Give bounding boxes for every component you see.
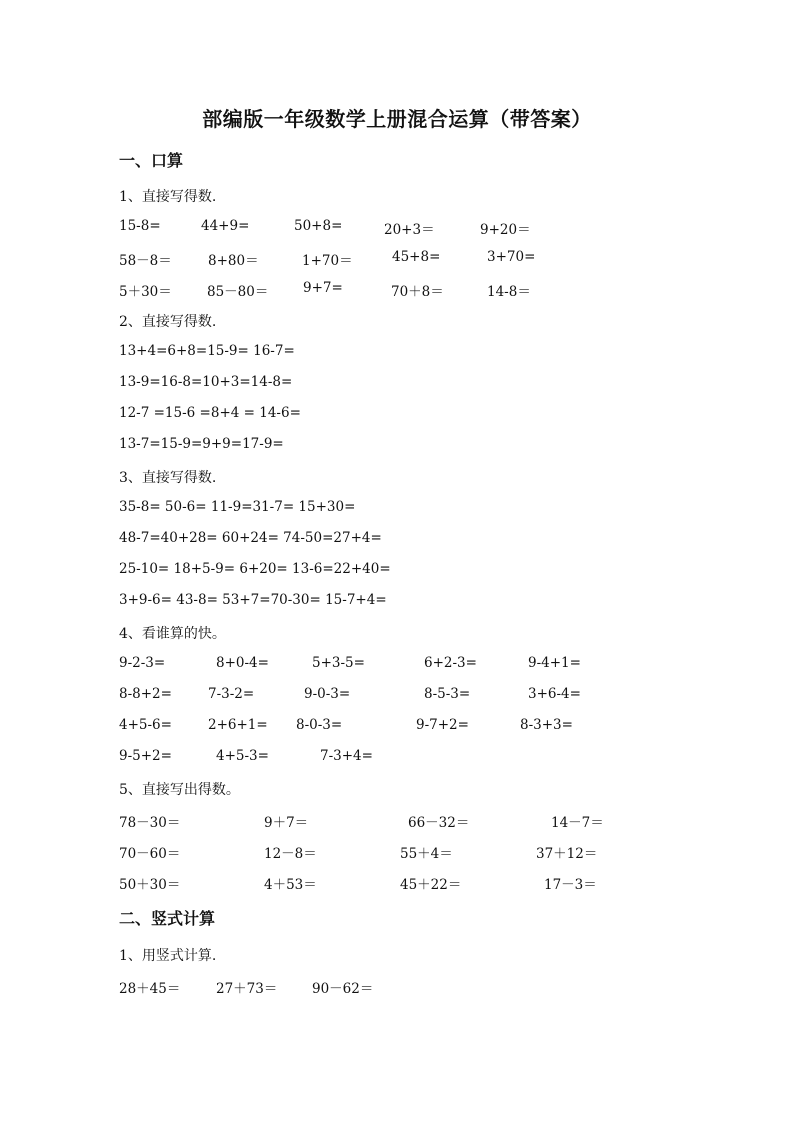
q2-line: 12-7 =15-6 =8+4 = 14-6= [119,405,301,421]
q5-item: 12－8＝ [264,846,317,862]
q5-item: 70－60＝ [119,846,181,862]
q5-label: 5、直接写出得数。 [119,782,240,798]
q1-item: 8+80＝ [208,253,259,269]
q4-item: 9-2-3= [119,655,166,671]
q1-item: 15-8= [119,218,161,234]
q3-line: 25-10= 18+5-9= 6+20= 13-6=22+40= [119,561,391,577]
q5-item: 9＋7＝ [264,815,309,831]
q4-item: 9-0-3= [304,686,351,702]
q4-item: 8-5-3= [424,686,471,702]
q5-item: 4＋53＝ [264,877,317,893]
q1-item: 45+8= [392,249,441,265]
q5-item: 50＋30＝ [119,877,181,893]
q1-item: 3+70= [487,249,536,265]
section-heading-oral: 一、口算 [119,151,184,170]
q4-item: 4+5-6= [119,717,172,733]
q4-item: 6+2-3= [424,655,477,671]
s2-q1-item: 27＋73＝ [216,981,278,997]
q4-label: 4、看谁算的快。 [119,626,226,642]
page-title: 部编版一年级数学上册混合运算（带答案） [202,107,592,131]
q5-item: 14－7＝ [551,815,604,831]
q4-item: 3+6-4= [528,686,581,702]
q4-item: 8-0-3= [296,717,343,733]
q1-item: 14-8＝ [487,284,531,300]
q1-item: 20+3＝ [384,222,435,238]
q1-item: 9+20＝ [480,222,531,238]
q4-item: 2+6+1= [208,717,268,733]
q3-label: 3、直接写得数. [119,470,217,486]
q4-item: 7-3+4= [320,748,373,764]
q4-item: 8-3+3= [520,717,573,733]
q3-line: 3+9-6= 43-8= 53+7=70-30= 15-7+4= [119,592,387,608]
q1-item: 58－8＝ [119,253,172,269]
q4-item: 9-4+1= [528,655,581,671]
q1-item: 70＋8＝ [391,284,444,300]
s2-q1-item: 90－62＝ [312,981,374,997]
q5-item: 78－30＝ [119,815,181,831]
q2-line: 13-9=16-8=10+3=14-8= [119,374,293,390]
q5-item: 45＋22＝ [400,877,462,893]
q1-label: 1、直接写得数. [119,189,217,205]
q2-line: 13+4=6+8=15-9= 16-7= [119,343,295,359]
q1-item: 1+70＝ [302,253,353,269]
section-heading-vertical: 二、竖式计算 [119,909,216,928]
s2-q1-label: 1、用竖式计算. [119,948,217,964]
q4-item: 9-5+2= [119,748,172,764]
q2-line: 13-7=15-9=9+9=17-9= [119,436,284,452]
q5-item: 17－3＝ [544,877,597,893]
q3-line: 48-7=40+28= 60+24= 74-50=27+4= [119,530,382,546]
q1-item: 85－80＝ [207,284,269,300]
q5-item: 55＋4＝ [400,846,453,862]
q5-item: 66－32＝ [408,815,470,831]
q1-item: 44+9= [201,218,250,234]
q4-item: 5+3-5= [312,655,365,671]
q1-item: 9+7= [303,280,343,296]
q4-item: 4+5-3= [216,748,269,764]
q5-item: 37＋12＝ [536,846,598,862]
q4-item: 9-7+2= [416,717,469,733]
q1-item: 50+8= [294,218,343,234]
q3-line: 35-8= 50-6= 11-9=31-7= 15+30= [119,499,356,515]
q4-item: 8-8+2= [119,686,172,702]
q2-label: 2、直接写得数. [119,314,217,330]
q4-item: 7-3-2= [208,686,255,702]
q1-item: 5＋30＝ [119,284,172,300]
s2-q1-item: 28＋45＝ [119,981,181,997]
q4-item: 8+0-4= [216,655,269,671]
